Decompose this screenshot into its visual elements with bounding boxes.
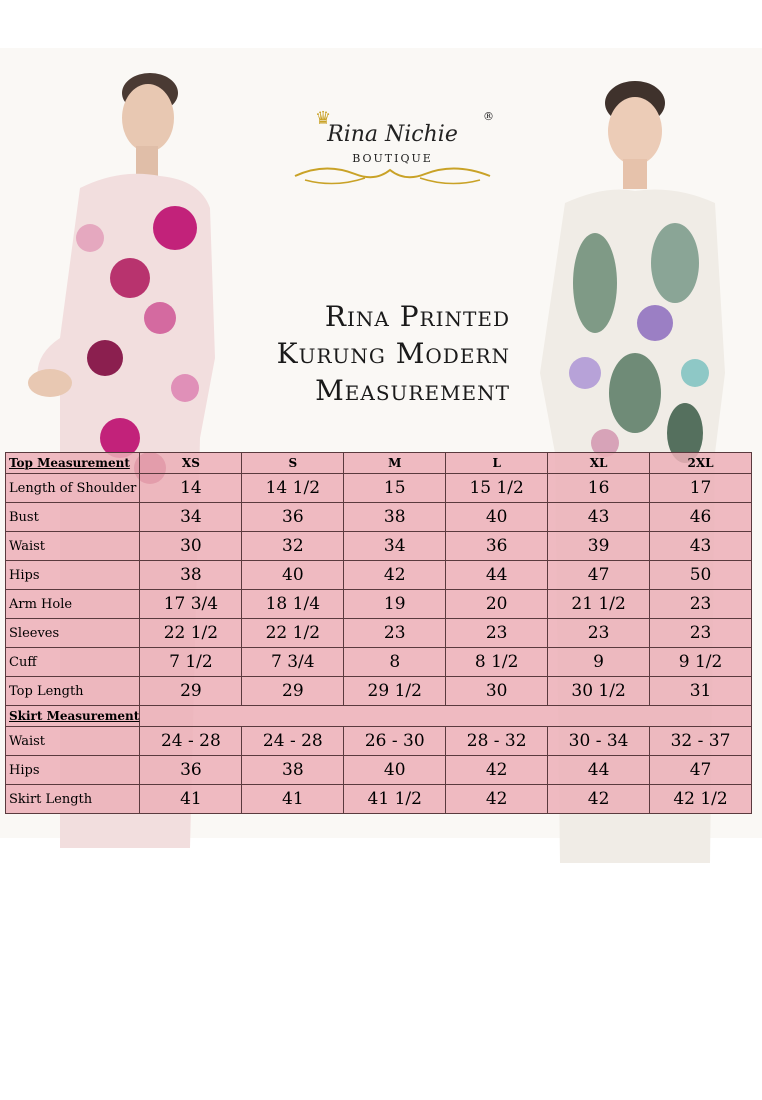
measurement-cell: 22 1/2 <box>242 619 344 648</box>
measurement-cell: 40 <box>446 503 548 532</box>
measurement-cell: 44 <box>446 561 548 590</box>
row-label: Hips <box>6 756 140 785</box>
measurement-cell: 42 <box>548 785 650 814</box>
measurement-cell: 8 <box>344 648 446 677</box>
brand-logo <box>285 108 500 188</box>
measurement-cell: 29 <box>242 677 344 706</box>
measurement-cell: 38 <box>242 756 344 785</box>
measurement-cell: 50 <box>650 561 752 590</box>
measurement-cell: 14 <box>140 474 242 503</box>
measurement-cell: 14 1/2 <box>242 474 344 503</box>
size-header-row <box>6 453 752 474</box>
row-label: Skirt Length <box>6 785 140 814</box>
section-spacer-cell <box>140 706 752 727</box>
measurement-cell: 30 1/2 <box>548 677 650 706</box>
registered-mark: ® <box>483 110 494 123</box>
measurement-cell: 18 1/4 <box>242 590 344 619</box>
measurement-cell: 36 <box>242 503 344 532</box>
measurement-cell: 17 <box>650 474 752 503</box>
measurement-cell: 30 - 34 <box>548 727 650 756</box>
measurement-cell: 34 <box>344 532 446 561</box>
row-label: Length of Shoulder <box>6 474 140 503</box>
row-label: Bust <box>6 503 140 532</box>
top-measurement-heading: Top Measurement <box>6 453 140 474</box>
page-title <box>210 298 510 409</box>
measurement-table <box>5 452 752 814</box>
brand-subtitle: BOUTIQUE <box>352 152 433 165</box>
size-header-2xl: 2XL <box>650 453 752 474</box>
measurement-cell: 41 <box>140 785 242 814</box>
measurement-cell: 42 <box>446 756 548 785</box>
table-row <box>6 474 752 503</box>
measurement-cell: 38 <box>140 561 242 590</box>
measurement-cell: 23 <box>446 619 548 648</box>
measurement-cell: 41 1/2 <box>344 785 446 814</box>
measurement-cell: 23 <box>344 619 446 648</box>
measurement-cell: 30 <box>446 677 548 706</box>
measurement-cell: 40 <box>242 561 344 590</box>
title-line-2: Kurung Modern <box>276 337 510 370</box>
measurement-cell: 46 <box>650 503 752 532</box>
table-row <box>6 677 752 706</box>
measurement-cell: 42 <box>446 785 548 814</box>
measurement-cell: 42 1/2 <box>650 785 752 814</box>
measurement-cell: 47 <box>650 756 752 785</box>
crown-icon: ♛ <box>315 108 332 129</box>
table-row <box>6 756 752 785</box>
measurement-cell: 21 1/2 <box>548 590 650 619</box>
measurement-cell: 17 3/4 <box>140 590 242 619</box>
skirt-section-row <box>6 706 752 727</box>
table-row <box>6 785 752 814</box>
table-row <box>6 532 752 561</box>
row-label: Waist <box>6 727 140 756</box>
measurement-cell: 42 <box>344 561 446 590</box>
measurement-cell: 40 <box>344 756 446 785</box>
measurement-cell: 22 1/2 <box>140 619 242 648</box>
title-line-3: Measurement <box>315 374 510 407</box>
measurement-cell: 26 - 30 <box>344 727 446 756</box>
measurement-cell: 32 - 37 <box>650 727 752 756</box>
row-label: Arm Hole <box>6 590 140 619</box>
measurement-cell: 7 3/4 <box>242 648 344 677</box>
measurement-cell: 23 <box>650 590 752 619</box>
size-header-xs: XS <box>140 453 242 474</box>
measurement-cell: 32 <box>242 532 344 561</box>
table-row <box>6 619 752 648</box>
measurement-cell: 47 <box>548 561 650 590</box>
row-label: Cuff <box>6 648 140 677</box>
brand-name: Rina Nichie <box>327 122 458 147</box>
measurement-cell: 39 <box>548 532 650 561</box>
table-row <box>6 590 752 619</box>
table-row <box>6 727 752 756</box>
size-header-l: L <box>446 453 548 474</box>
table-row <box>6 561 752 590</box>
table-row <box>6 648 752 677</box>
row-label: Top Length <box>6 677 140 706</box>
measurement-cell: 38 <box>344 503 446 532</box>
measurement-cell: 31 <box>650 677 752 706</box>
measurement-cell: 16 <box>548 474 650 503</box>
title-line-1: Rina Printed <box>324 300 510 333</box>
measurement-cell: 36 <box>140 756 242 785</box>
row-label: Sleeves <box>6 619 140 648</box>
ornament-icon <box>285 158 500 188</box>
size-header-s: S <box>242 453 344 474</box>
row-label: Hips <box>6 561 140 590</box>
measurement-cell: 20 <box>446 590 548 619</box>
measurement-cell: 23 <box>650 619 752 648</box>
measurement-cell: 34 <box>140 503 242 532</box>
measurement-cell: 24 - 28 <box>140 727 242 756</box>
measurement-cell: 36 <box>446 532 548 561</box>
measurement-cell: 15 1/2 <box>446 474 548 503</box>
measurement-cell: 15 <box>344 474 446 503</box>
measurement-cell: 19 <box>344 590 446 619</box>
skirt-measurement-heading: Skirt Measurement <box>6 706 140 727</box>
measurement-cell: 7 1/2 <box>140 648 242 677</box>
measurement-cell: 30 <box>140 532 242 561</box>
measurement-cell: 44 <box>548 756 650 785</box>
measurement-cell: 24 - 28 <box>242 727 344 756</box>
measurement-cell: 8 1/2 <box>446 648 548 677</box>
measurement-cell: 9 <box>548 648 650 677</box>
size-header-xl: XL <box>548 453 650 474</box>
measurement-cell: 28 - 32 <box>446 727 548 756</box>
measurement-cell: 9 1/2 <box>650 648 752 677</box>
measurement-cell: 43 <box>548 503 650 532</box>
measurement-cell: 43 <box>650 532 752 561</box>
size-header-m: M <box>344 453 446 474</box>
measurement-cell: 23 <box>548 619 650 648</box>
table-row <box>6 503 752 532</box>
measurement-cell: 29 1/2 <box>344 677 446 706</box>
row-label: Waist <box>6 532 140 561</box>
measurement-cell: 29 <box>140 677 242 706</box>
measurement-cell: 41 <box>242 785 344 814</box>
